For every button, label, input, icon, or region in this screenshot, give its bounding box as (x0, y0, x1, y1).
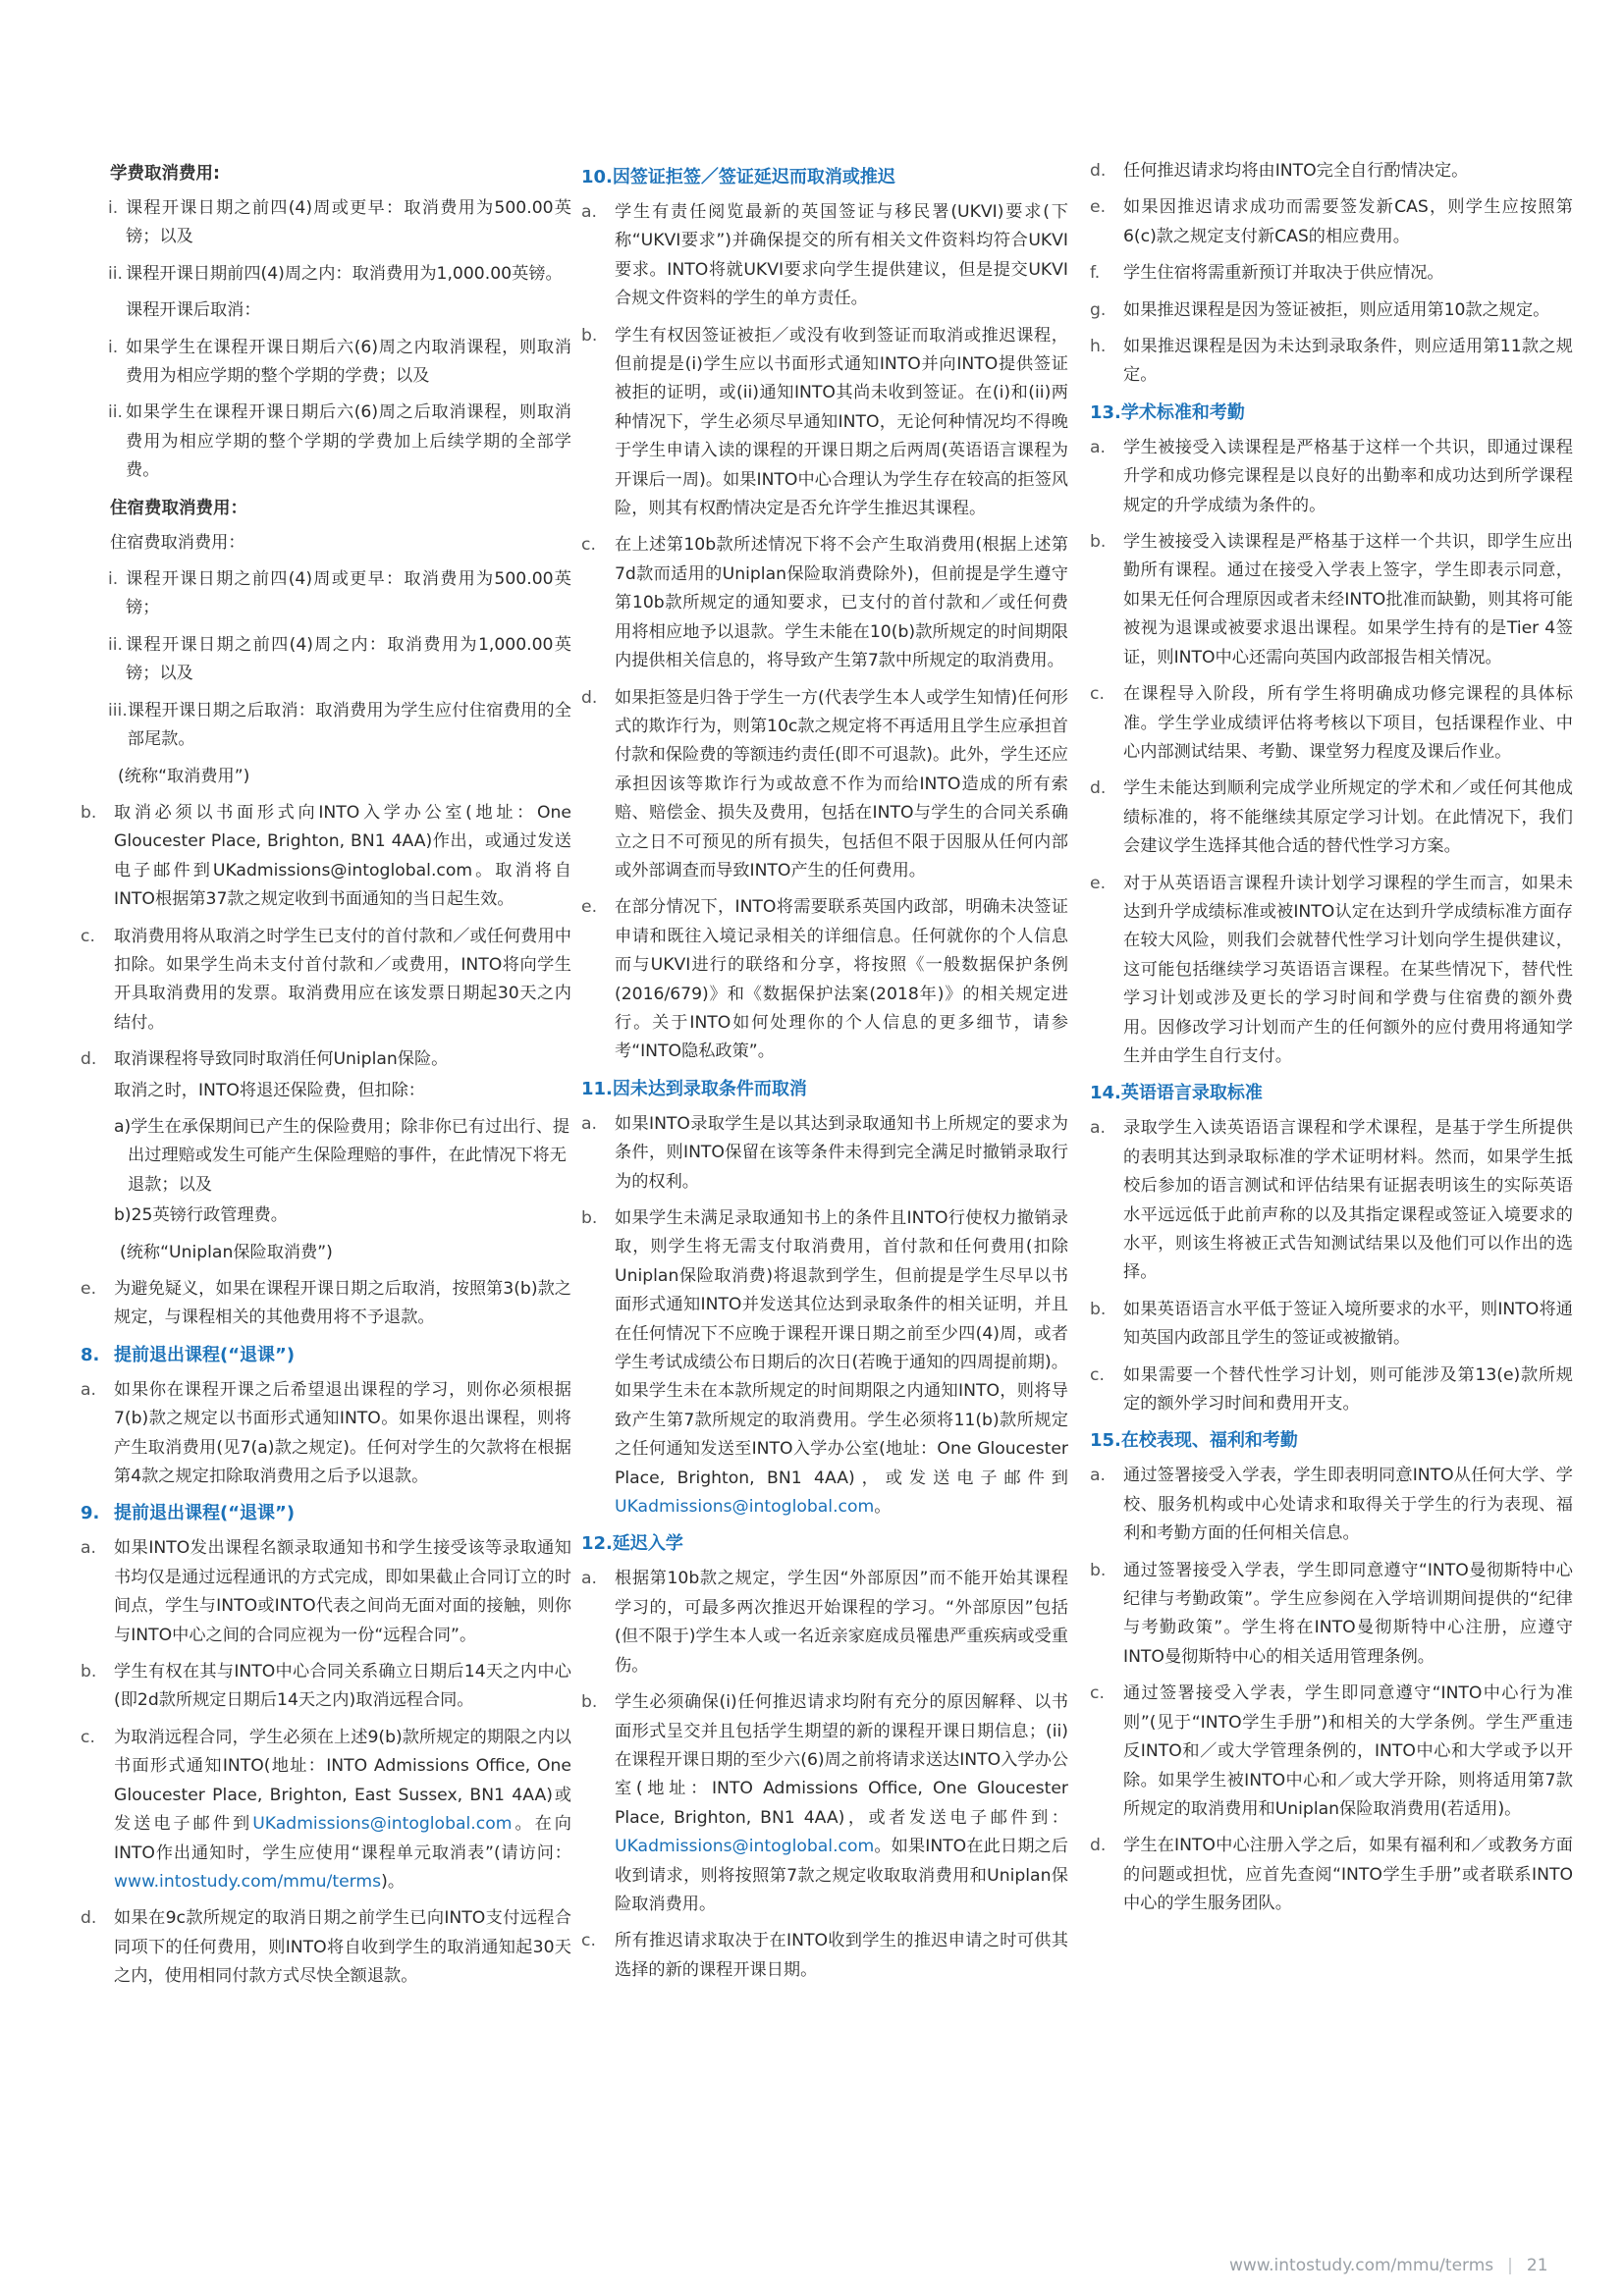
list-item: e. 对于从英语语言课程升读计划学习课程的学生而言，如果未达到升学成绩标准或被INTO认定在达到升学成绩标准方面存在较大风险，则我们会就替代性学习计划向学生提供建议，这可能包括继续学习英语语言课程。在某些情况下，替代性学习计划或涉及更长的学习时间和学费与住宿费的额外费用。因修改学习计划而产生的任何额外的应付费用将通知学生并由学生自行支付。 (1090, 873, 1573, 1066)
column-2 (581, 157, 1068, 1993)
list-item: ii. 课程开课日期之前四(4)周之内：取消费用为1,000.00英镑；以及 (108, 634, 571, 684)
note: (统称“取消费用”) (118, 766, 250, 786)
paragraph: b)25英镑行政管理费。 (114, 1205, 288, 1226)
column-1 (81, 157, 571, 2000)
section-heading-15: 15.在校表现、福利和考勤 (1090, 1430, 1298, 1452)
section-heading-8: 8. 提前退出课程(“退课”) (81, 1344, 296, 1365)
page-footer (1229, 2256, 1569, 2275)
list-item: ii. 课程开课日期前四(4)周之内：取消费用为1,000.00英镑。 (108, 263, 563, 284)
terms-link[interactable]: www.intostudy.com/mmu/terms (114, 1871, 382, 1892)
list-item: i. 课程开课日期之前四(4)周或更早：取消费用为500.00英镑； (108, 569, 571, 618)
email-link[interactable]: UKadmissions@intoglobal.com (615, 1497, 875, 1518)
list-item: a. 如果你在课程开课之后希望退出课程的学习，则你必须根据7(b)款之规定以书面形式通知INTO。如果你退出课程，则将产生取消费用(见7(a)款之规定)。任何对学生的欠款将在根据第4款之规定扣除取消费用之后予以退款。 (81, 1379, 571, 1487)
list-item: b. 取消必须以书面形式向INTO入学办公室(地址：One Gloucester Place, Brighton, BN1 4AA)作出，或通过发送电子邮件到UKadmissions@intoglobal.com。取消将自INTO根据第37款之规定收到书面通知的当日起生效。 (81, 802, 571, 910)
list-item: a. 如果INTO录取学生是以其达到录取通知书上所规定的要求为条件，则INTO保留在该等条件未得到完全满足时撤销录取行为的权利。 (581, 1113, 1068, 1192)
list-item: h. 如果推迟课程是因为未达到录取条件，则应适用第11款之规定。 (1090, 337, 1573, 386)
list-item: ii. 如果学生在课程开课日期后六(6)周之后取消课程，则取消费用为相应学期的整个学期的学费加上后续学期的全部学费。 (108, 402, 571, 481)
column-3 (1090, 157, 1573, 1927)
list-item: b. 如果英语语言水平低于签证入境所要求的水平，则INTO将通知英国内政部且学生的签证或被撤销。 (1090, 1299, 1573, 1349)
list-item: c. 所有推迟请求取决于在INTO收到学生的推迟申请之时可供其选择的新的课程开课日期。 (581, 1931, 1068, 1980)
paragraph: 课程开课后取消： (126, 300, 261, 321)
list-item: e. 在部分情况下，INTO将需要联系英国内政部，明确未决签证申请和既往入境记录相关的详细信息。任何就你的个人信息而与UKVI进行的联络和分享，将按照《一般数据保护条例(2016/679)》和《数据保护法案(2018年)》的相关规定进行。关于INTO如何处理你的个人信息的更多细节，请参考“INTO隐私政策”。 (581, 897, 1068, 1062)
list-item: c. 取消费用将从取消之时学生已支付的首付款和／或任何费用中扣除。如果学生尚未支付首付款和／或费用，INTO将向学生开具取消费用的发票。取消费用应在该发票日期起30天之内结付。 (81, 926, 571, 1033)
email-link[interactable]: UKadmissions@intoglobal.com (615, 1837, 875, 1857)
list-item: c. 在课程导入阶段，所有学生将明确成功修完课程的具体标准。学生学业成绩评估将考核以下项目，包括课程作业、中心内部测试结果、考勤、课堂努力程度及课后作业。 (1090, 684, 1573, 762)
list-item: d. 学生在INTO中心注册入学之后，如果有福利和／或教务方面的问题或担忧，应首先查阅“INTO学生手册”或者联系INTO中心的学生服务团队。 (1090, 1836, 1573, 1914)
section-heading-10: 10.因签证拒签／签证延迟而取消或推迟 (581, 167, 895, 187)
list-item: a. 学生有责任阅览最新的英国签证与移民署(UKVI)要求(下称“UKVI要求”)并确保提交的所有相关文件资料均符合UKVI要求。INTO将就UKVI要求向学生提供建议，但是提交UKVI合规文件资料的学生的单方责任。 (581, 202, 1068, 309)
list-item: c. 通过签署接受入学表，学生即同意遵守“INTO中心行为准则”(见于“INTO学生手册”)和相关的大学条例。学生严重违反INTO和／或大学管理条例的，INTO中心和大学或予以开除。如果学生被INTO中心和／或大学开除，则将适用第7款所规定的取消费用和Uniplan保险取消费用(若适用)。 (1090, 1683, 1573, 1819)
paragraph: 取消之时，INTO将退还保险费，但扣除： (114, 1080, 425, 1100)
list-item: iii. 课程开课日期之后取消：取消费用为学生应付住宿费用的全部尾款。 (108, 700, 571, 750)
list-item: a. 学生被接受入读课程是严格基于这样一个共识，即通过课程升学和成功修完课程是以良好的出勤率和成功达到所学课程规定的升学成绩为条件的。 (1090, 437, 1573, 515)
footer-separator: | (1507, 2256, 1513, 2275)
list-item: e. 如果因推迟请求成功而需要签发新CAS，则学生应按照第6(c)款之规定支付新CAS的相应费用。 (1090, 197, 1573, 246)
paragraph: a)学生在承保期间已产生的保险费用；除非你已有过出行、提出过理赔或发生可能产生保险理赔的事件，在此情况下将无退款；以及 (114, 1116, 570, 1195)
list-item: b. 学生有权在其与INTO中心合同关系确立日期后14天之内中心(即2d款所规定日期后14天之内)取消远程合同。 (81, 1662, 571, 1711)
list-item: f. 学生住宿将需重新预订并取决于供应情况。 (1090, 263, 1444, 284)
list-item: c. 如果需要一个替代性学习计划，则可能涉及第13(e)款所规定的额外学习时间和费用开支。 (1090, 1364, 1573, 1415)
page-number: 21 (1526, 2256, 1548, 2275)
note: (统称“Uniplan保险取消费”) (120, 1242, 333, 1262)
section-heading-9: 9. 提前退出课程(“退课”) (81, 1503, 296, 1524)
list-item: b. 如果学生未满足录取通知书上的条件且INTO行使权力撤销录取，则学生将无需支付取消费用，首付款和任何费用(扣除Uniplan保险取消费)将退款到学生，但前提是学生尽早以书面形式通知INTO并发送其位达到录取条件的相关证明，并且在任何情况下不应晚于课程开课日期之前至少四(4)周，或者学生考试成绩公布日期后的次日(若晚于通知的四周提前期)。如果学生未在本款所规定的时间期限之内通知INTO，则将导致产生第7款所规定的取消费用。学生必须将11(b)款所规定之任何通知发送至INTO入学办公室(地址：One Gloucester Place, Brighton, BN1 4AA)，或发送电子邮件到UKadmissions@intoglobal.com。 (581, 1208, 1068, 1518)
list-item: d. 取消课程将导致同时取消任何Uniplan保险。 (81, 1049, 449, 1070)
section-heading-13: 13.学术标准和考勤 (1090, 401, 1245, 423)
section-heading-12: 12.延迟入学 (581, 1533, 683, 1555)
list-item: d. 如果在9c款所规定的取消日期之前学生已向INTO支付远程合同项下的任何费用，则INTO将自收到学生的取消通知起30天之内，使用相同付款方式尽快全额退款。 (81, 1908, 571, 1987)
list-item: e. 为避免疑义，如果在课程开课日期之后取消，按照第3(b)款之规定，与课程相关的其他费用将不予退款。 (81, 1279, 571, 1328)
list-item: b. 学生必须确保(i)任何推迟请求均附有充分的原因解释、以书面形式呈交并且包括学生期望的新的课程开课日期信息；(ii)在课程开课日期的至少六(6)周之前将请求送达INTO入学办公室(地址：INTO Admissions Office, One Gloucester Place, Brighton, BN1 4AA)，或者发送电子邮件到：UKadmissions@intoglobal.com。如果INTO在此日期之后收到请求，则将按照第7款之规定收取取消费用和Uniplan保险取消费用。 (581, 1692, 1068, 1914)
list-item: d. 学生未能达到顺利完成学业所规定的学术和／或任何其他成绩标准的，将不能继续其原定学习计划。在此情况下，我们会建议学生选择其他合适的替代性学习方案。 (1090, 778, 1573, 857)
list-item: a. 根据第10b款之规定，学生因“外部原因”而不能开始其课程学习的，可最多两次推迟开始课程的学习。“外部原因”包括(但不限于)学生本人或一名近亲家庭成员罹患严重疾病或受重伤。 (581, 1569, 1068, 1676)
list-item: a. 通过签署接受入学表，学生即表明同意INTO从任何大学、学校、服务机构或中心处请求和取得关于学生的行为表现、福利和考勤方面的任何相关信息。 (1090, 1466, 1573, 1544)
list-item: b. 通过签署接受入学表，学生即同意遵守“INTO曼彻斯特中心纪律与考勤政策”。学生应参阅在入学培训期间提供的“纪律与考勤政策”。学生将在INTO曼彻斯特中心注册，应遵守INTO曼彻斯特中心的相关适用管理条例。 (1090, 1560, 1573, 1667)
list-item: g. 如果推迟课程是因为签证被拒，则应适用第10款之规定。 (1090, 299, 1550, 320)
heading-accommodation-cancellation: 住宿费取消费用： (110, 498, 247, 518)
list-item: d. 任何推迟请求均将由INTO完全自行酌情决定。 (1090, 161, 1469, 181)
list-item: i. 如果学生在课程开课日期后六(6)周之内取消课程，则取消费用为相应学期的整个学期的学费；以及 (108, 337, 571, 387)
list-item: a. 如果INTO发出课程名额录取通知书和学生接受该等录取通知书均仅是通过远程通讯的方式完成，即如果截止合同订立的时间点，学生与INTO或INTO代表之间尚无面对面的接触，则你与INTO中心之间的合同应视为一份“远程合同”。 (81, 1538, 571, 1645)
paragraph: 住宿费取消费用： (110, 532, 245, 553)
section-heading-14: 14.英语语言录取标准 (1090, 1083, 1263, 1104)
heading-tuition-cancellation: 学费取消费用: (110, 164, 220, 184)
list-item: b. 学生有权因签证被拒／或没有收到签证而取消或推迟课程，但前提是(i)学生应以书面形式通知INTO并向INTO提供签证被拒的证明，或(ii)通知INTO其尚未收到签证。在(i)和(ii)两种情况下，学生必须尽早通知INTO，无论何种情况均不得晚于学生申请入读的课程的开课日期之后两周(英语语言课程为开课后一周)。如果INTO中心合理认为学生存在较高的拒签风险，则其有权酌情决定是否允许学生推迟其课程。 (581, 325, 1068, 519)
footer-url[interactable]: www.intostudy.com/mmu/terms (1229, 2256, 1494, 2275)
list-item: d. 如果拒签是归咎于学生一方(代表学生本人或学生知情)任何形式的欺诈行为，则第10c款之规定将不再适用且学生应承担首付款和保险费的等额违约责任(即不可退款)。此外，学生还应承担因该等欺诈行为或故意不作为而给INTO造成的所有索赔、赔偿金、损失及费用，包括在INTO与学生的合同关系确立之日不可预见的所有损失，包括但不限于因服从任何内部或外部调查而导致INTO产生的任何费用。 (581, 687, 1068, 881)
list-item: c. 在上述第10b款所述情况下将不会产生取消费用(根据上述第7d款而适用的Uniplan保险取消费除外)，但前提是学生遵守第10b款所规定的通知要求，已支付的首付款和／或任何费用将相应地予以退款。学生未能在10(b)款所规定的时间期限内提供相关信息的，将导致产生第7款中所规定的取消费用。 (581, 535, 1068, 671)
section-heading-11: 11.因未达到录取条件而取消 (581, 1078, 807, 1099)
list-item: c. 为取消远程合同，学生必须在上述9(b)款所规定的期限之内以书面形式通知INTO(地址：INTO Admissions Office, One Gloucester Place, Brighton, East Sussex, BN1 4AA)或发送电子邮件到UKadmissions@intoglobal.com。在向INTO作出通知时，学生应使用“课程单元取消表”(请访问：www.intostudy.com/mmu/terms)。 (81, 1727, 571, 1892)
list-item: i. 课程开课日期之前四(4)周或更早：取消费用为500.00英镑；以及 (108, 198, 571, 247)
list-item: b. 学生被接受入读课程是严格基于这样一个共识，即学生应出勤所有课程。通过在接受入学表上签字，学生即表示同意，如果无任何合理原因或者未经INTO批准而缺勤，则其将可能被视为退课或被要求退出课程。如果学生持有的是Tier 4签证，则INTO中心还需向英国内政部报告相关情况。 (1090, 532, 1573, 667)
email-link[interactable]: UKadmissions@intoglobal.com (252, 1814, 513, 1835)
list-item: a. 录取学生入读英语语言课程和学术课程，是基于学生所提供的表明其达到录取标准的学术证明材料。然而，如果学生抵校后参加的语言测试和评估结果有证据表明该生的实际英语水平远远低于此前声称的以及其指定课程或签证入境要求的水平，则该生将被正式告知测试结果以及他们可以作出的选择。 (1090, 1118, 1573, 1283)
